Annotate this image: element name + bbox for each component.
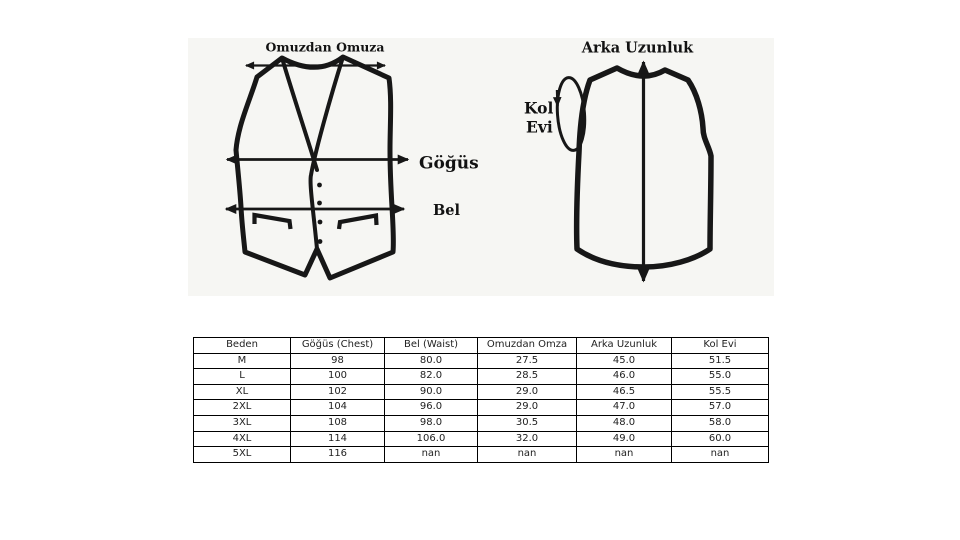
shoulder-label: Omuzdan Omuza <box>265 39 385 55</box>
size-cell: 51.5 <box>672 353 769 369</box>
size-cell: 80.0 <box>385 353 478 369</box>
table-row-xl <box>194 384 769 400</box>
size-cell: 28.5 <box>478 369 577 385</box>
size-cell: 2XL <box>194 400 291 416</box>
armhole-label-line2: Evi <box>526 117 553 137</box>
size-cell: 102 <box>291 384 385 400</box>
header-row <box>194 338 769 354</box>
size-cell: 5XL <box>194 447 291 463</box>
size-cell: 46.0 <box>577 369 672 385</box>
table-row-m <box>194 353 769 369</box>
armhole-label-line1: Kol <box>524 98 554 118</box>
size-cell: 27.5 <box>478 353 577 369</box>
size-cell: 3XL <box>194 415 291 431</box>
size-cell: 57.0 <box>672 400 769 416</box>
size-cell: nan <box>478 447 577 463</box>
col-header-beden: Beden <box>194 338 291 354</box>
size-cell: nan <box>385 447 478 463</box>
size-cell: 104 <box>291 400 385 416</box>
size-cell: nan <box>577 447 672 463</box>
size-cell: 29.0 <box>478 384 577 400</box>
size-cell: 49.0 <box>577 431 672 447</box>
waist-label: Bel <box>433 202 460 219</box>
size-cell: 45.0 <box>577 353 672 369</box>
armhole-pointer-arrow <box>557 90 558 106</box>
table-row-4xl <box>194 431 769 447</box>
col-header-bel: Bel (Waist) <box>385 338 478 354</box>
button-dot <box>317 183 322 188</box>
size-cell: 106.0 <box>385 431 478 447</box>
size-cell: 47.0 <box>577 400 672 416</box>
size-cell: 114 <box>291 431 385 447</box>
size-cell: 100 <box>291 369 385 385</box>
button-dot <box>318 239 323 244</box>
size-cell: 98.0 <box>385 415 478 431</box>
chest-label: Göğüs <box>419 153 479 174</box>
size-cell: 46.5 <box>577 384 672 400</box>
button-dot <box>317 201 322 206</box>
size-cell: XL <box>194 384 291 400</box>
size-cell: nan <box>672 447 769 463</box>
size-cell: L <box>194 369 291 385</box>
col-header-kol-evi: Kol Evi <box>672 338 769 354</box>
size-cell: 29.0 <box>478 400 577 416</box>
size-cell: 58.0 <box>672 415 769 431</box>
size-cell: 96.0 <box>385 400 478 416</box>
size-table-header <box>194 338 769 354</box>
table-row-l <box>194 369 769 385</box>
size-cell: 90.0 <box>385 384 478 400</box>
back-length-label: Arka Uzunluk <box>581 39 694 57</box>
size-cell: 55.0 <box>672 369 769 385</box>
size-cell: 116 <box>291 447 385 463</box>
table-row-2xl <box>194 400 769 416</box>
size-cell: 30.5 <box>478 415 577 431</box>
size-cell: 32.0 <box>478 431 577 447</box>
button-dot <box>318 220 323 225</box>
size-cell: 55.5 <box>672 384 769 400</box>
table-row-3xl <box>194 415 769 431</box>
col-header-gogus: Göğüs (Chest) <box>291 338 385 354</box>
size-cell: 98 <box>291 353 385 369</box>
size-table-body <box>194 353 769 462</box>
col-header-arka-uzunluk: Arka Uzunluk <box>577 338 672 354</box>
size-cell: 4XL <box>194 431 291 447</box>
size-cell: 48.0 <box>577 415 672 431</box>
size-cell: M <box>194 353 291 369</box>
size-table <box>193 337 769 463</box>
size-cell: 82.0 <box>385 369 478 385</box>
col-header-omuzdan-omza: Omuzdan Omza <box>478 338 577 354</box>
table-row-5xl <box>194 447 769 463</box>
size-cell: 108 <box>291 415 385 431</box>
size-cell: 60.0 <box>672 431 769 447</box>
